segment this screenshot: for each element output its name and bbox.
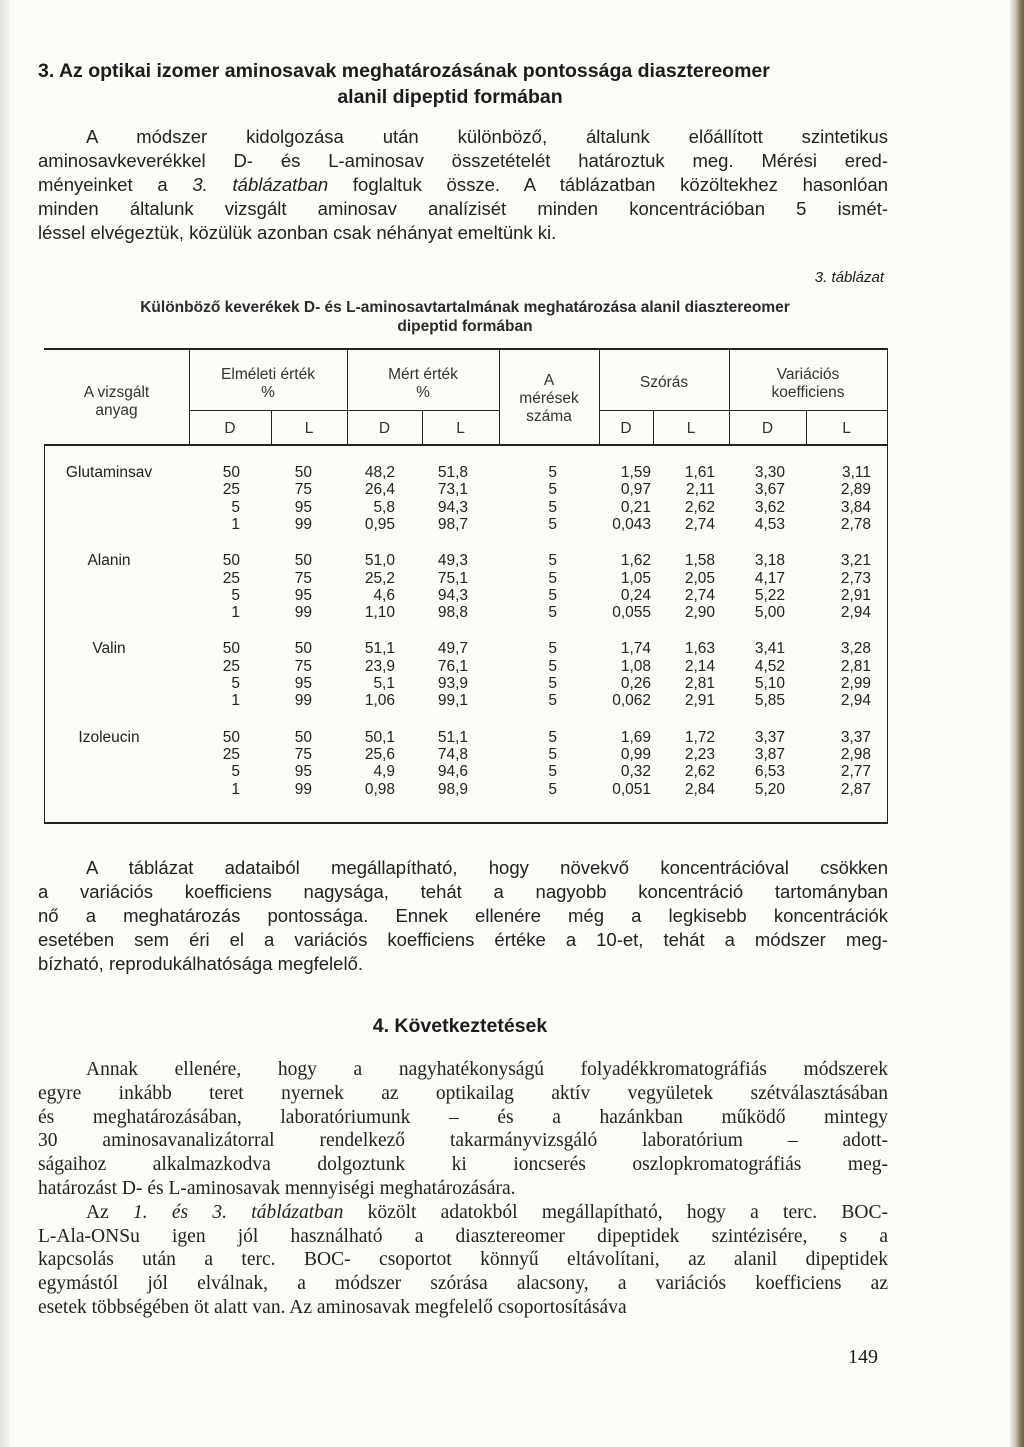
table-cell: 4,17 [754, 569, 785, 587]
table-cell: 4,6 [373, 586, 395, 604]
table-cell: 1,72 [684, 728, 715, 746]
after-table-line-4: esetében sem éri el a variációs koefficiens értéke a 10-et, tehát a módszer meg- [38, 929, 888, 950]
intro-line-3b: foglaltuk össze. A táblázatban közöltekhez hasonlóan [328, 174, 888, 195]
table-cell: 5,1 [373, 675, 395, 692]
header-substance [44, 384, 189, 420]
table-reference-italic: 3. táblázatban [192, 174, 329, 195]
table-cell: 3,11 [841, 464, 871, 481]
table-cell: 1,06 [364, 692, 395, 710]
table-cell: 3,28 [840, 640, 871, 658]
table-cell: 50 [222, 464, 240, 481]
table-cell: 0,062 [612, 692, 651, 710]
table-cell: 3,37 [840, 728, 871, 746]
table-cell: 2,05 [684, 569, 715, 587]
header-deviation-L: L [686, 420, 696, 437]
after-table-line-1: A táblázat adataiból megállapítható, hogy növekvő koncentrációval csökken [86, 857, 888, 878]
table-cell: 50 [294, 552, 312, 570]
table-cell: 5,10 [754, 675, 785, 692]
table-cell: 0,26 [620, 675, 651, 692]
vrule-right [887, 350, 888, 822]
header-bottom-rule [44, 444, 888, 446]
table-cell: 1,08 [620, 657, 651, 675]
header-deviation: Szórás [639, 374, 689, 391]
section-3-title-line-2: alanil dipeptid formában [337, 86, 563, 108]
table-cell: 2,98 [840, 745, 871, 763]
table-cell: 2,11 [685, 481, 715, 499]
header-count-line-1: A [543, 372, 555, 389]
table-cell: 4,52 [754, 657, 785, 675]
table-cell: 0,95 [364, 515, 395, 533]
intro-line-2: aminosavkeverékkel D- és L-aminosav összetételét határoztuk meg. Mérési ered- [38, 150, 888, 171]
intro-line-3 [38, 173, 888, 197]
table-cell: 5 [548, 552, 557, 570]
table-cell: 5 [548, 675, 557, 692]
table-cell: 2,81 [684, 675, 715, 692]
intro-paragraph [38, 125, 888, 245]
table-cell: 73,1 [437, 481, 468, 499]
book-binding-edge [1010, 0, 1024, 1447]
table-cell: 49,7 [437, 640, 468, 658]
table-cell: 0,98 [364, 780, 395, 798]
table-cell: 3,30 [754, 464, 785, 481]
header-sub-rule-right [599, 410, 888, 411]
after-table-line-5: bízható, reprodukálhatósága megfelelő. [38, 953, 363, 974]
table-cell: 2,23 [684, 745, 715, 763]
section-3-title-line-1: 3. Az optikai izomer aminosavak meghatározásának pontossága diasztereomer [38, 60, 770, 82]
table-cell: 0,051 [612, 780, 651, 798]
table-cell: 5 [548, 464, 557, 481]
table-cell: 51,1 [437, 728, 468, 746]
after-table-line-2: a variációs koefficiens nagysága, tehát a nagyobb koncentráció tartományban [38, 881, 888, 902]
table-cell: 2,94 [840, 692, 871, 710]
table-cell: 51,0 [364, 552, 395, 570]
table-cell: 5 [548, 763, 557, 781]
table-cell: 2,14 [684, 657, 715, 675]
table-cell: 2,87 [840, 780, 871, 798]
table-cell: 1 [231, 515, 240, 533]
table-cell: 5 [548, 640, 557, 658]
conclusion2-line-4: egymástól jól elválnak, a módszer szórása alacsony, a variációs koefficiens az [38, 1273, 888, 1295]
table-cell: 1,61 [684, 464, 715, 481]
table-cell: 0,043 [612, 515, 651, 533]
table-cell: 5,00 [754, 604, 785, 622]
table-cell: 50 [222, 552, 240, 570]
table-caption-line-1: Különböző keverékek D- és L-aminosavtartalmának meghatározása alanil diasztereomer [140, 299, 790, 316]
table-cell: 2,90 [684, 604, 715, 622]
page-left-edge [0, 0, 10, 1447]
header-count [499, 372, 599, 426]
data-table [44, 348, 888, 824]
table-cell: 5 [548, 569, 557, 587]
table-cell: 3,87 [754, 745, 785, 763]
table-cell: 50 [294, 728, 312, 746]
header-measured-line-1: Mért érték [388, 366, 458, 383]
table-cell: 1,58 [684, 552, 715, 570]
table-cell: 2,94 [840, 604, 871, 622]
header-sub-rule-left [189, 410, 499, 411]
table-bottom-rule [44, 822, 888, 824]
substance-name: Alanin [87, 552, 131, 570]
table-cell: 1 [231, 604, 240, 622]
header-variation [729, 366, 887, 402]
table-cell: 99 [294, 515, 312, 533]
conclusion2-line-2: L-Ala-ONSu igen jól használható a diasztereomer dipeptidek szintézisére, s a [38, 1225, 888, 1247]
table-cell: 3,21 [840, 552, 871, 570]
header-deviation-D: D [620, 420, 632, 437]
table-cell: 2,99 [840, 675, 871, 692]
table-cell: 2,91 [684, 692, 715, 710]
table-cell: 5,22 [754, 586, 785, 604]
table-cell: 26,4 [364, 481, 395, 499]
table-cell: 5 [231, 763, 240, 781]
table-cell: 99,1 [437, 692, 468, 710]
table-caption-line-2: dipeptid formában [397, 318, 533, 335]
intro-line-4: minden általunk vizsgált aminosav analízisét minden koncentrációban 5 ismét- [38, 198, 888, 219]
header-variation-line-2: koefficiens [771, 384, 845, 401]
section-4-title: 4. Következtetések [372, 1015, 548, 1037]
table-cell: 25 [222, 657, 240, 675]
table-cell: 2,74 [684, 515, 715, 533]
header-variation-D: D [761, 420, 774, 437]
table-cell: 0,21 [620, 498, 651, 516]
table-cell: 50 [294, 640, 312, 658]
table-cell: 23,9 [364, 657, 395, 675]
table-cell: 4,9 [373, 763, 395, 781]
header-measured-L: L [456, 420, 465, 437]
table-cell: 25 [222, 569, 240, 587]
conclusion2-line-3: kapcsolás után a terc. BOC- csoportot könnyű eltávolítani, az alanil dipeptidek [38, 1249, 888, 1271]
table-cell: 50,1 [364, 728, 395, 746]
table-cell: 25 [222, 481, 240, 499]
table-cell: 50 [294, 464, 312, 481]
table-cell: 4,53 [754, 515, 785, 533]
header-measured-line-2: % [416, 384, 430, 401]
table-cell: 5 [548, 780, 557, 798]
table-cell: 51,1 [364, 640, 395, 658]
substance-name: Glutaminsav [65, 464, 153, 481]
header-theoretical [189, 366, 347, 402]
table-cell: 2,81 [840, 657, 871, 675]
table-cell: 0,99 [620, 745, 651, 763]
table-cell: 2,89 [840, 481, 871, 499]
table-cell: 95 [294, 763, 312, 781]
substance-name: Valin [92, 640, 126, 658]
table-cell: 1 [231, 692, 240, 710]
table-cell: 75,1 [437, 569, 468, 587]
header-theoretical-D: D [224, 420, 236, 437]
table-cell: 3,84 [840, 498, 871, 516]
conclusion-line-1: Annak ellenére, hogy a nagyhatékonyságú folyadékkromatográfiás módszerek [86, 1059, 888, 1080]
conclusion2-line-1-rest: közölt adatokból megállapítható, hogy a terc. BOC- [343, 1201, 888, 1223]
table-cell: 25 [222, 745, 240, 763]
conclusion2-line-5: esetek többségében öt alatt van. Az aminosavak megfelelő csoportosításáva [38, 1296, 627, 1318]
table-cell: 1,10 [364, 604, 395, 622]
table-cell: 3,18 [754, 552, 785, 570]
table-cell: 50 [222, 640, 240, 658]
table-top-rule [44, 348, 888, 350]
table-cell: 95 [294, 675, 312, 692]
table-cell: 98,7 [437, 515, 468, 533]
table-cell: 2,62 [684, 498, 715, 516]
table-cell: 1,74 [620, 640, 651, 658]
substance-name: Izoleucin [78, 728, 140, 746]
table-cell: 5 [231, 498, 240, 516]
header-variation-L: L [842, 420, 851, 437]
header-measured-D: D [378, 420, 391, 437]
table-cell: 51,8 [437, 464, 468, 481]
table-cell: 5 [548, 604, 557, 622]
table-cell: 2,74 [684, 586, 715, 604]
table-cell: 5,85 [754, 692, 785, 710]
table-cell: 3,41 [754, 640, 785, 658]
header-substance-line-2: anyag [95, 402, 138, 419]
table-cell: 95 [294, 498, 312, 516]
table-cell: 5,20 [754, 780, 785, 798]
table-number: 3. táblázat [814, 269, 884, 286]
table-cell: 99 [294, 780, 312, 798]
table-cell: 2,84 [684, 780, 715, 798]
table-cell: 0,97 [620, 481, 651, 499]
table-cell: 1,63 [684, 640, 715, 658]
header-count-line-3: száma [526, 408, 572, 425]
table-cell: 2,62 [684, 763, 715, 781]
table-cell: 0,24 [620, 586, 651, 604]
table-cell: 1 [231, 780, 240, 798]
header-theoretical-line-2: % [261, 384, 275, 401]
header-theoretical-line-1: Elméleti érték [221, 366, 315, 383]
table-cell: 1,59 [620, 464, 651, 481]
table-cell: 5 [548, 498, 557, 516]
conclusion-line-2: egyre inkább teret nyernek az optikailag aktív vegyületek szétválasztásában [38, 1082, 888, 1104]
table-cell: 2,78 [840, 515, 871, 533]
table-cell: 99 [294, 604, 312, 622]
conclusion2-line-1 [38, 1201, 888, 1225]
table-cell: 93,9 [437, 675, 468, 692]
table-cell: 76,1 [437, 657, 468, 675]
table-cell: 5 [548, 728, 557, 746]
table-cell: 48,2 [364, 464, 395, 481]
conclusion-paragraph [38, 1058, 888, 1320]
table-cell: 5 [548, 586, 557, 604]
conclusion2-prefix: Az [86, 1201, 134, 1223]
table-cell: 75 [294, 481, 312, 499]
table-cell: 75 [294, 745, 312, 763]
conclusion2-table-ref-italic: 1. és 3. táblázatban [133, 1201, 344, 1223]
table-cell: 5 [548, 692, 557, 710]
after-table-paragraph [38, 856, 888, 976]
intro-line-1: A módszer kidolgozása után különböző, általunk előállított szintetikus [86, 126, 888, 147]
table-cell: 2,73 [840, 569, 871, 587]
table-cell: 94,3 [437, 498, 468, 516]
table-cell: 3,67 [754, 481, 785, 499]
table-cell: 2,91 [840, 586, 871, 604]
table-cell: 95 [294, 586, 312, 604]
table-cell: 3,62 [754, 498, 785, 516]
table-cell: 98,9 [437, 780, 468, 798]
table-cell: 3,37 [754, 728, 785, 746]
header-theoretical-L: L [304, 420, 314, 437]
table-cell: 1,05 [620, 569, 651, 587]
vrule-left [44, 444, 45, 822]
header-count-line-2: mérések [519, 390, 579, 407]
table-cell: 74,8 [437, 745, 468, 763]
table-cell: 50 [222, 728, 240, 746]
conclusion-line-6: határozást D- és L-aminosavak mennyiségi meghatározására. [38, 1177, 516, 1199]
table-cell: 5,8 [373, 498, 395, 516]
table-cell: 2,77 [840, 763, 871, 781]
header-variation-line-1: Variációs [776, 366, 840, 383]
table-cell: 5 [548, 481, 557, 499]
table-cell: 5 [231, 675, 240, 692]
table-cell: 98,8 [437, 604, 468, 622]
header-measured [347, 366, 499, 402]
conclusion-line-5: ságaihoz alkalmazkodva dolgoztunk ki ioncserés oszlopkromatográfiás meg- [38, 1154, 888, 1176]
table-cell: 0,32 [620, 763, 651, 781]
table-cell: 25,6 [364, 745, 395, 763]
intro-line-5: léssel elvégeztük, közülük azonban csak néhányat emeltünk ki. [38, 222, 557, 243]
page-number: 149 [848, 1346, 878, 1368]
table-cell: 1,62 [620, 552, 651, 570]
table-cell: 1,69 [620, 728, 651, 746]
table-cell: 5 [548, 745, 557, 763]
conclusion-line-4: 30 aminosavanalizátorral rendelkező takarmányvizsgáló laboratórium – adott- [38, 1130, 888, 1152]
table-cell: 75 [294, 569, 312, 587]
table-cell: 94,6 [437, 763, 468, 781]
table-cell: 0,055 [612, 604, 651, 622]
table-cell: 5 [231, 586, 240, 604]
conclusion-line-3: és meghatározásában, laboratóriumunk – és a hazánkban működő mintegy [38, 1106, 888, 1128]
table-caption [60, 298, 870, 336]
table-cell: 25,2 [364, 569, 395, 587]
after-table-line-3: nő a meghatározás pontossága. Ennek ellenére még a legkisebb koncentrációk [38, 905, 888, 926]
header-substance-line-1: A vizsgált [83, 384, 150, 401]
table-cell: 99 [294, 692, 312, 710]
table-cell: 5 [548, 515, 557, 533]
table-cell: 6,53 [754, 763, 785, 781]
table-cell: 75 [294, 657, 312, 675]
table-cell: 94,3 [437, 586, 468, 604]
table-cell: 49,3 [437, 552, 468, 570]
intro-line-3a: ményeinket a [38, 174, 193, 195]
table-cell: 5 [548, 657, 557, 675]
